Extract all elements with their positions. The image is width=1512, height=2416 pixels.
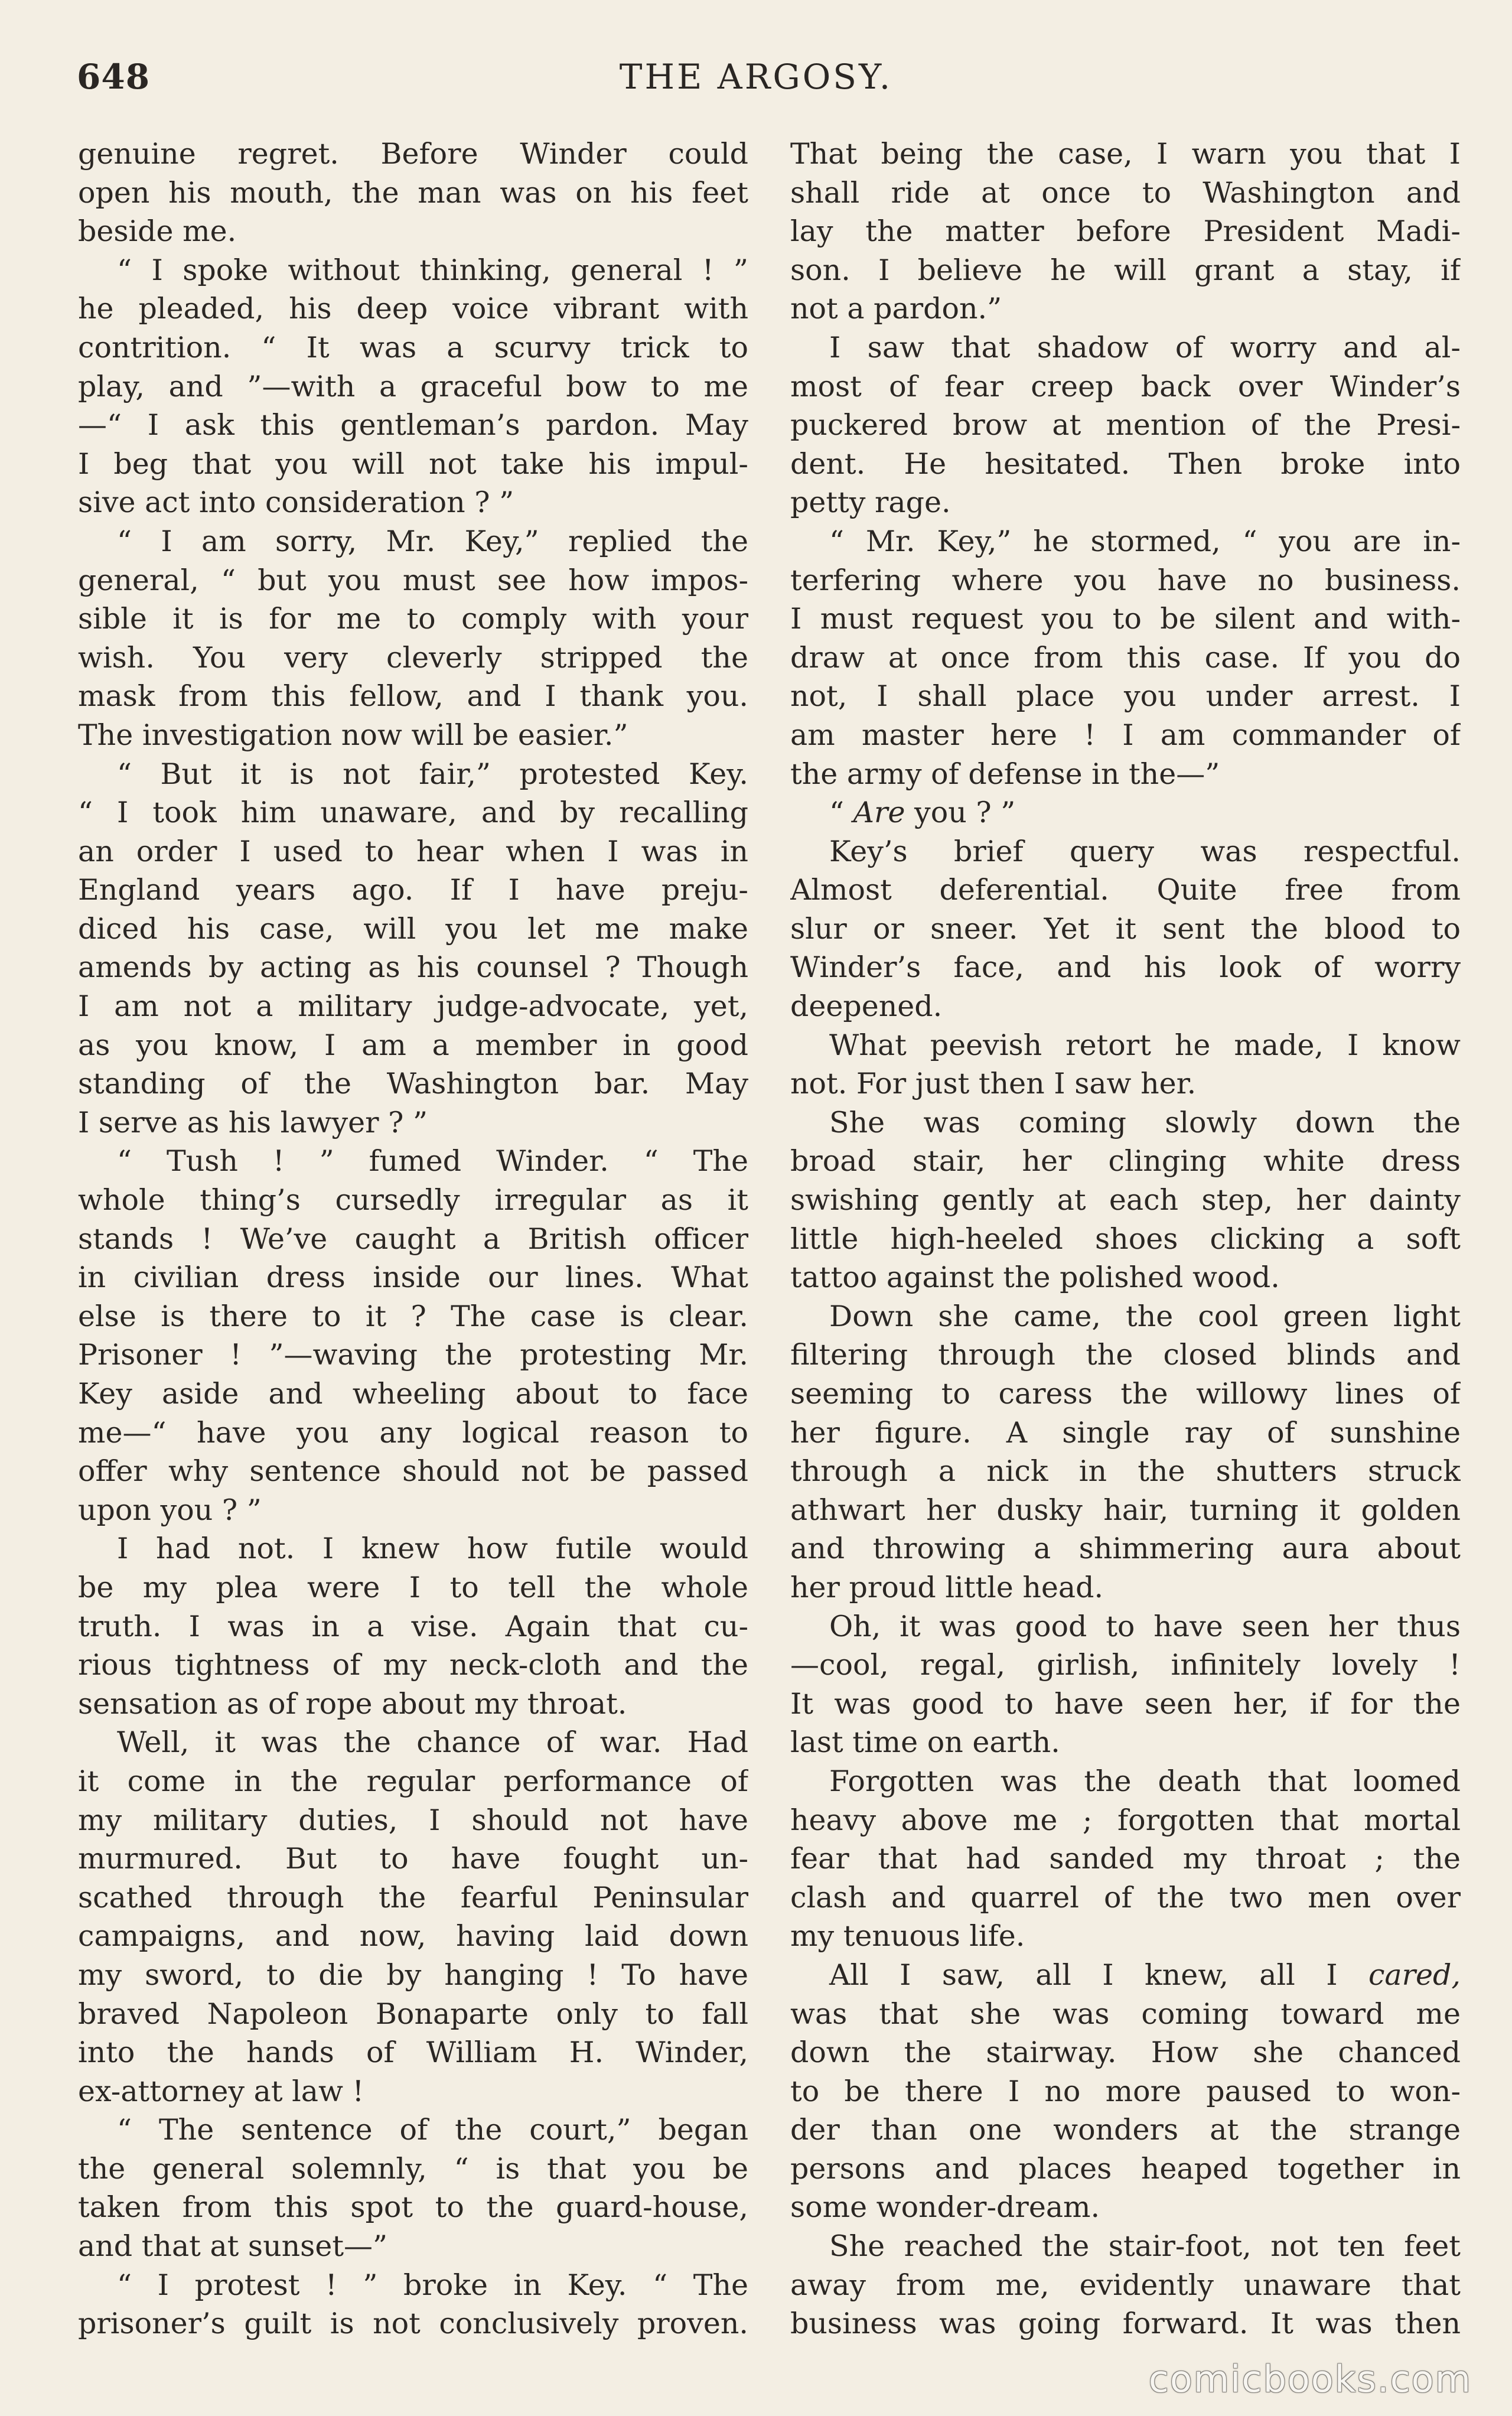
text-line: diced his case, will you let me make: [78, 911, 748, 946]
text-line: Winder’s face, and his look of worry: [790, 950, 1461, 985]
text-line: Key’s brief query was respectful.: [829, 834, 1461, 868]
text-line: petty rage.: [790, 486, 951, 520]
text-line: I serve as his lawyer ? ”: [78, 1105, 428, 1139]
text-line: I had not. I knew how futile would: [117, 1532, 748, 1566]
text-line: sive act into consideration ? ”: [78, 486, 514, 520]
text-line: it come in the regular performance of: [78, 1764, 748, 1798]
text-line: he pleaded, his deep voice vibrant with: [78, 292, 748, 326]
text-line: seeming to caress the willowy lines of: [790, 1377, 1461, 1411]
text-line: “ I spoke without thinking, general ! ”: [117, 253, 748, 287]
text-line: to be there I no more paused to won-: [790, 2074, 1461, 2108]
text-line: rious tightness of my neck-cloth and the: [78, 1648, 748, 1682]
text-line: my tenuous life.: [790, 1919, 1025, 1953]
text-line: What peevish retort he made, I know: [829, 1028, 1461, 1062]
text-line: general, “ but you must see how impos-: [78, 563, 748, 597]
text-line: I must request you to be silent and with-: [790, 602, 1461, 636]
text-line: I beg that you will not take his impul-: [78, 447, 748, 481]
text-line: terfering where you have no business.: [790, 563, 1461, 597]
text-line: The investigation now will be easier.”: [78, 718, 628, 752]
text-line: England years ago. If I have preju-: [78, 873, 748, 907]
text-line: I saw that shadow of worry and al-: [829, 330, 1461, 364]
text-line: athwart her dusky hair, turning it golden: [790, 1493, 1461, 1527]
text-line: fear that had sanded my throat ; the: [790, 1842, 1461, 1876]
text-line: most of fear creep back over Winder’s: [790, 369, 1461, 403]
text-line: an order I used to hear when I was in: [78, 834, 748, 868]
site-watermark: comicbooks.com: [1148, 2358, 1472, 2401]
text-line: me—“ have you any logical reason to: [78, 1415, 748, 1450]
text-line: persons and places heaped together in: [790, 2151, 1461, 2186]
text-line: mask from this fellow, and I thank you.: [78, 679, 748, 714]
text-line: Key aside and wheeling about to face: [78, 1377, 748, 1411]
text-line: clash and quarrel of the two men over: [790, 1880, 1461, 1914]
text-line: not, I shall place you under arrest. I: [790, 679, 1461, 714]
text-line: contrition. “ It was a scurvy trick to: [78, 330, 748, 364]
text-line: Down she came, the cool green light: [829, 1299, 1461, 1333]
text-line: sible it is for me to comply with your: [78, 602, 748, 636]
text-line: genuine regret. Before Winder could: [78, 137, 748, 171]
text-line: deepened.: [790, 989, 943, 1024]
text-line: tattoo against the polished wood.: [790, 1261, 1280, 1295]
running-head: [77, 57, 1435, 110]
text-line: It was good to have seen her, if for the: [790, 1686, 1461, 1721]
text-line: not a pardon.”: [790, 292, 1002, 326]
text-line: She reached the stair-foot, not ten feet: [829, 2229, 1461, 2264]
text-line: and throwing a shimmering aura about: [790, 1532, 1461, 1566]
text-line: truth. I was in a vise. Again that cu-: [78, 1609, 748, 1643]
text-line: Forgotten was the death that loomed: [829, 1764, 1461, 1798]
text-line: “ The sentence of the court,” began: [117, 2113, 748, 2147]
text-line: my sword, to die by hanging ! To have: [78, 1958, 748, 1992]
text-line: murmured. But to have fought un-: [78, 1842, 748, 1876]
page-number: 648: [77, 57, 151, 97]
text-line: scathed through the fearful Peninsular: [78, 1880, 748, 1914]
text-line: lay the matter before President Madi-: [790, 214, 1461, 249]
text-line: open his mouth, the man was on his feet: [78, 175, 748, 210]
right-text-column: [790, 135, 1461, 2343]
text-line: “ I protest ! ” broke in Key. “ The: [117, 2268, 748, 2302]
text-line: “ Mr. Key,” he stormed, “ you are in-: [829, 524, 1461, 558]
text-line: some wonder-dream.: [790, 2190, 1100, 2225]
text-line: son. I believe he will grant a stay, if: [790, 253, 1461, 287]
text-line: I am not a military judge-advocate, yet,: [78, 989, 748, 1024]
text-line: swishing gently at each step, her dainty: [790, 1183, 1461, 1217]
text-line: was that she was coming toward me: [790, 1997, 1461, 2031]
text-line: whole thing’s cursedly irregular as it: [78, 1183, 748, 1217]
text-line: wish. You very cleverly stripped the: [78, 640, 748, 675]
text-line: “ I took him unaware, and by recalling: [78, 796, 748, 830]
text-line: Well, it was the chance of war. Had: [117, 1725, 748, 1760]
text-line: taken from this spot to the guard-house,: [78, 2190, 748, 2225]
text-line: “ But it is not fair,” protested Key.: [117, 757, 748, 791]
text-line: prisoner’s guilt is not conclusively proven.: [78, 2307, 748, 2341]
text-line: —“ I ask this gentleman’s pardon. May: [78, 408, 748, 442]
text-line: my military duties, I should not have: [78, 1803, 748, 1837]
text-line: else is there to it ? The case is clear.: [78, 1299, 748, 1333]
text-line: last time on earth.: [790, 1725, 1060, 1760]
text-line: Prisoner ! ”—waving the protesting Mr.: [78, 1338, 748, 1372]
text-line: braved Napoleon Bonaparte only to fall: [78, 1997, 748, 2031]
text-line: der than one wonders at the strange: [790, 2113, 1461, 2147]
text-line: not. For just then I saw her.: [790, 1067, 1197, 1101]
text-line: Oh, it was good to have seen her thus: [829, 1609, 1461, 1643]
text-line: puckered brow at mention of the Presi-: [790, 408, 1461, 442]
text-line: standing of the Washington bar. May: [78, 1067, 748, 1101]
text-line: down the stairway. How she chanced: [790, 2036, 1461, 2070]
text-line: slur or sneer. Yet it sent the blood to: [790, 911, 1461, 946]
text-line: away from me, evidently unaware that: [790, 2268, 1461, 2302]
text-line: business was going forward. It was then: [790, 2307, 1461, 2341]
text-line: be my plea were I to tell the whole: [78, 1570, 748, 1604]
text-line: heavy above me ; forgotten that mortal: [790, 1803, 1461, 1837]
text-line: amends by acting as his counsel ? Though: [78, 950, 748, 985]
text-line: stands ! We’ve caught a British officer: [78, 1222, 748, 1256]
text-line: That being the case, I warn you that I: [790, 137, 1461, 171]
text-line: play, and ”—with a graceful bow to me: [78, 369, 748, 403]
text-line: beside me.: [78, 214, 237, 249]
text-line: her proud little head.: [790, 1570, 1104, 1604]
text-line: She was coming slowly down the: [829, 1105, 1461, 1139]
text-line: shall ride at once to Washington and: [790, 175, 1461, 210]
text-line: dent. He hesitated. Then broke into: [790, 447, 1461, 481]
text-line: little high-heeled shoes clicking a soft: [790, 1222, 1461, 1256]
text-line: and that at sunset—”: [78, 2229, 388, 2264]
text-line: broad stair, her clinging white dress: [790, 1144, 1461, 1178]
text-line: Almost deferential. Quite free from: [790, 873, 1461, 907]
text-line: the general solemnly, “ is that you be: [78, 2151, 748, 2186]
text-line: —cool, regal, girlish, infinitely lovely !: [790, 1648, 1461, 1682]
text-line: as you know, I am a member in good: [78, 1028, 748, 1062]
text-line: the army of defense in the—”: [790, 757, 1220, 791]
text-line: filtering through the closed blinds and: [790, 1338, 1461, 1372]
text-line: through a nick in the shutters struck: [790, 1454, 1461, 1489]
text-line: in civilian dress inside our lines. What: [78, 1261, 748, 1295]
text-line: into the hands of William H. Winder,: [78, 2036, 748, 2070]
text-line: sensation as of rope about my throat.: [78, 1686, 627, 1721]
left-text-column: [78, 135, 748, 2343]
text-line: campaigns, and now, having laid down: [78, 1919, 748, 1953]
text-line: “ Tush ! ” fumed Winder. “ The: [117, 1144, 748, 1178]
text-line: ex-attorney at law !: [78, 2074, 364, 2108]
text-line: “ Are you ? ”: [829, 796, 1016, 830]
text-line: draw at once from this case. If you do: [790, 640, 1461, 675]
text-line: am master here ! I am commander of: [790, 718, 1461, 752]
text-line: her figure. A single ray of sunshine: [790, 1415, 1461, 1450]
text-line: “ I am sorry, Mr. Key,” replied the: [117, 524, 748, 558]
text-line: upon you ? ”: [78, 1493, 262, 1527]
text-line: All I saw, all I knew, all I cared,: [829, 1958, 1461, 1992]
text-line: offer why sentence should not be passed: [78, 1454, 748, 1489]
journal-title: THE ARGOSY.: [619, 57, 893, 97]
